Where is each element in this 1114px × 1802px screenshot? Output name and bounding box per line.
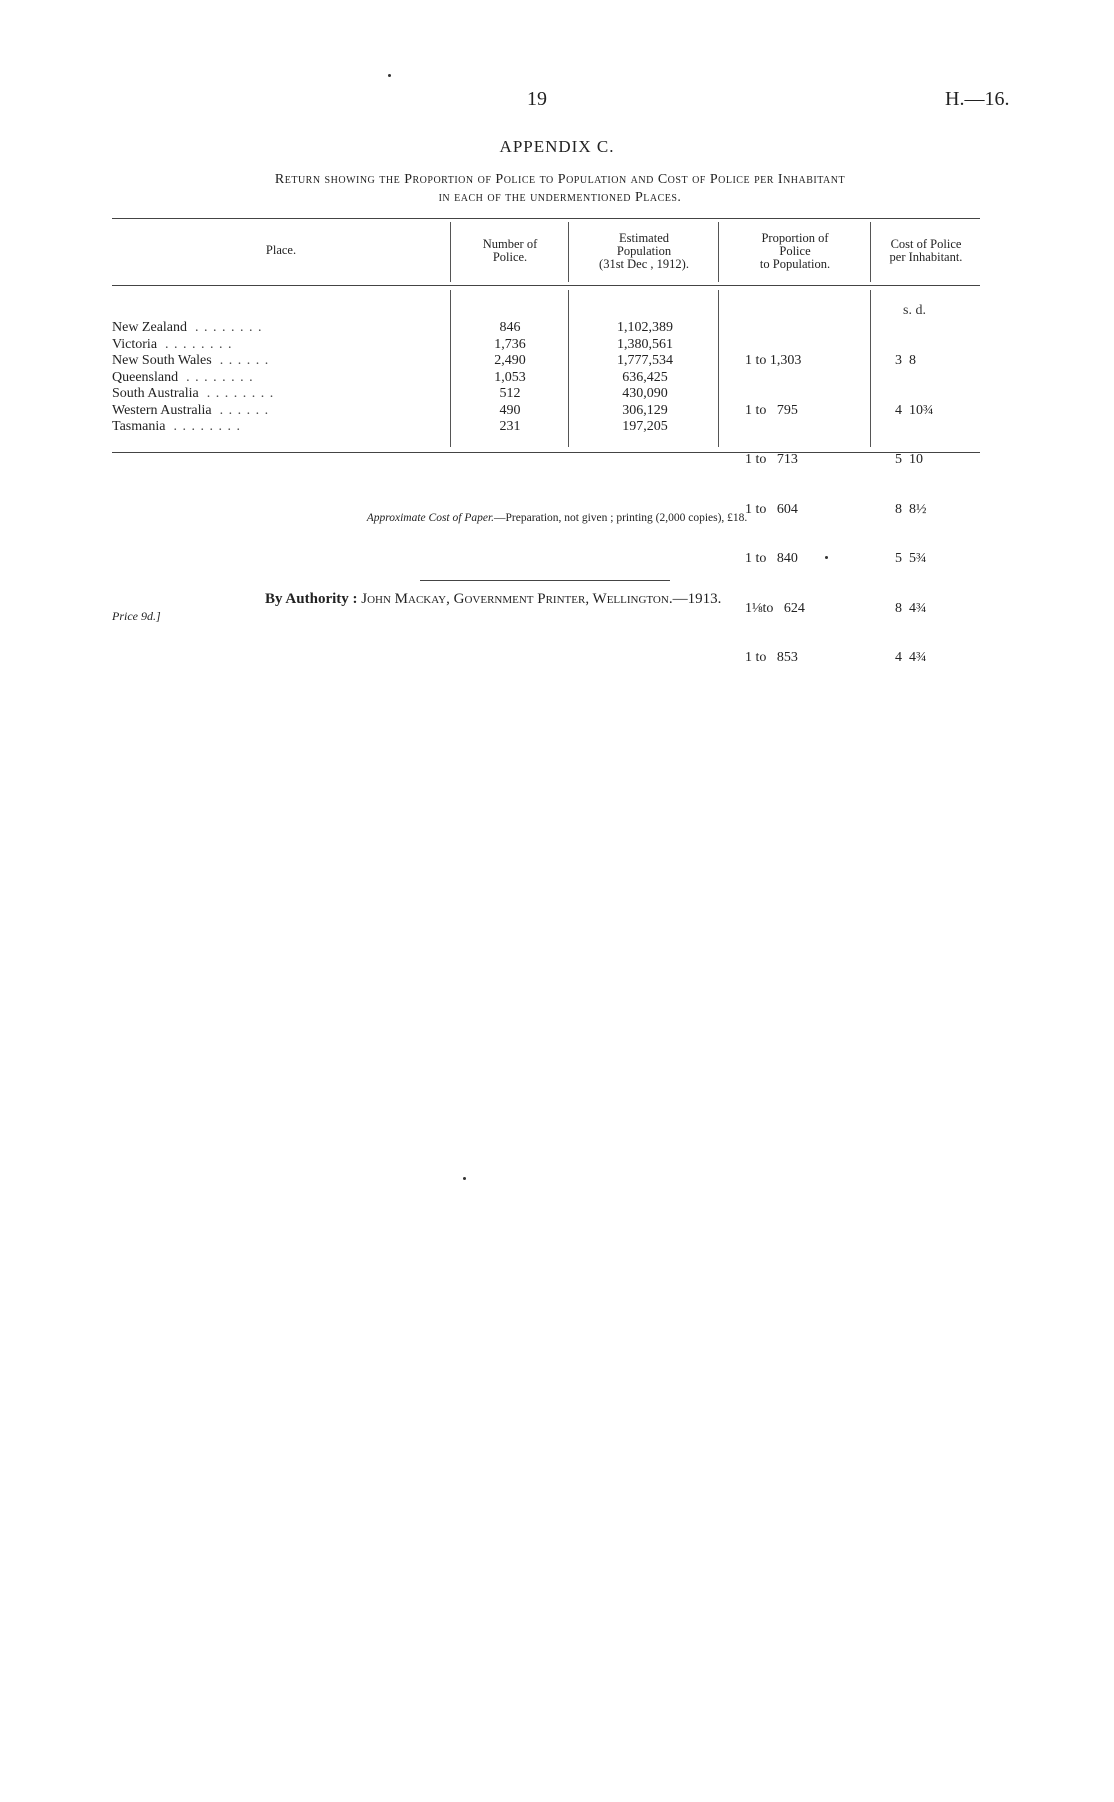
police-count: 2,490 (494, 353, 526, 368)
place-name: Western Australia (112, 402, 212, 418)
leader-dots: . . . . . . (219, 353, 270, 368)
header-cost-line: Cost of Police (890, 237, 962, 251)
proportion-value: 1 to 1,303 (745, 353, 802, 368)
leader-dots: . . . . . . . . (206, 386, 275, 401)
table-row (112, 353, 442, 370)
leader-dots: . . . . . . . . (186, 369, 254, 385)
police-count: 490 (499, 402, 521, 418)
paper-cost-text: —Preparation, not given ; printing (2,000 copies), £18. (494, 512, 748, 524)
place-name: Tasmania (112, 419, 166, 434)
cost-value: 8 8½ (895, 501, 927, 517)
printer-name: John Mackay, Government Printer, Wellington.—1913. (357, 591, 722, 607)
police-column (455, 320, 565, 436)
population-value: 306,129 (622, 402, 668, 418)
cost-value: 3 8 (895, 353, 916, 368)
column-divider (450, 222, 451, 282)
cost-value: 4 10¾ (895, 402, 934, 418)
leader-dots: . . . . . . (219, 402, 270, 418)
place-name: New South Wales (112, 353, 212, 368)
population-value: 1,380,561 (617, 336, 673, 352)
proportion-value: 1 to 795 (745, 402, 798, 418)
police-count: 231 (499, 419, 521, 434)
cost-value: 4 4¾ (895, 650, 927, 665)
police-count: 846 (499, 320, 521, 335)
population-value: 1,102,389 (617, 320, 673, 335)
title-line-2: in each of the undermentioned Places. (438, 190, 682, 205)
header-place: Place. (265, 243, 297, 257)
table-bottom-rule (112, 452, 980, 453)
table-row (112, 403, 442, 420)
appendix-heading: APPENDIX C. (499, 137, 615, 156)
place-name: Victoria (112, 336, 158, 352)
police-count: 1,053 (494, 369, 526, 385)
header-population-line: (31st Dec , 1912). (599, 257, 689, 271)
header-police-line: Number of (482, 237, 538, 251)
cost-units-label: s. d. (903, 303, 926, 318)
authority-label: By Authority : (265, 591, 358, 607)
column-divider (718, 222, 719, 282)
cost-value: 5 10 (895, 452, 923, 467)
table-row (112, 320, 442, 337)
leader-dots: . . . . . . . . (173, 419, 241, 434)
ink-speck (463, 1177, 466, 1180)
header-proportion (720, 232, 870, 271)
table-row (112, 370, 442, 387)
column-divider (870, 290, 871, 447)
column-divider (450, 290, 451, 447)
population-value: 430,090 (622, 386, 668, 401)
population-value: 636,425 (622, 369, 668, 385)
population-value: 197,205 (622, 419, 668, 434)
police-count: 1,736 (494, 336, 526, 352)
header-population-line: Estimated (619, 231, 669, 245)
place-name: New Zealand (112, 320, 188, 335)
column-divider (568, 222, 569, 282)
price-note: Price 9d.] (112, 609, 161, 623)
document-code: H.—16. (945, 88, 1010, 110)
header-police-line: Police. (492, 250, 528, 264)
header-police (452, 238, 568, 264)
leader-dots: . . . . . . . . (195, 320, 263, 335)
place-name: South Australia (112, 386, 199, 401)
proportion-value: 1⅛to 624 (745, 600, 805, 616)
proportion-column (745, 320, 845, 683)
ink-speck (388, 74, 391, 77)
ink-speck (825, 556, 828, 559)
table-header-rule (112, 285, 980, 286)
police-count: 512 (499, 386, 521, 401)
place-column (112, 320, 442, 436)
table-row (112, 419, 442, 436)
table-title (110, 171, 1010, 207)
cost-column (895, 320, 975, 683)
imprint-rule (420, 580, 670, 581)
population-column (570, 320, 720, 436)
title-line-1: Return showing the Proportion of Police to Population and Cost of Police per Inhabitant (274, 172, 846, 187)
printer-imprint (265, 591, 721, 608)
header-proportion-line: to Population. (759, 257, 831, 271)
table-top-rule (112, 218, 980, 219)
page-number: 19 (527, 88, 547, 110)
proportion-value: 1 to 713 (745, 452, 798, 467)
proportion-value: 1 to 853 (745, 650, 798, 665)
header-population-line: Population (616, 244, 672, 258)
cost-value: 5 5¾ (895, 551, 927, 566)
cost-value: 8 4¾ (895, 600, 927, 616)
population-value: 1,777,534 (617, 353, 673, 368)
column-divider (870, 222, 871, 282)
header-proportion-line: Proportion of (761, 231, 829, 245)
table-row (112, 337, 442, 354)
paper-cost-label: Approximate Cost of Paper. (366, 512, 495, 524)
column-divider (568, 290, 569, 447)
place-name: Queensland (112, 369, 179, 385)
header-population (570, 232, 718, 271)
header-proportion-line: Police (779, 244, 811, 258)
proportion-value: 1 to 604 (745, 501, 798, 517)
paper-cost-note (0, 512, 1114, 524)
proportion-value: 1 to 840 (745, 551, 798, 566)
header-cost-line: per Inhabitant. (889, 250, 963, 264)
header-cost (872, 238, 980, 264)
leader-dots: . . . . . . . . (165, 336, 233, 352)
table-row (112, 386, 442, 403)
